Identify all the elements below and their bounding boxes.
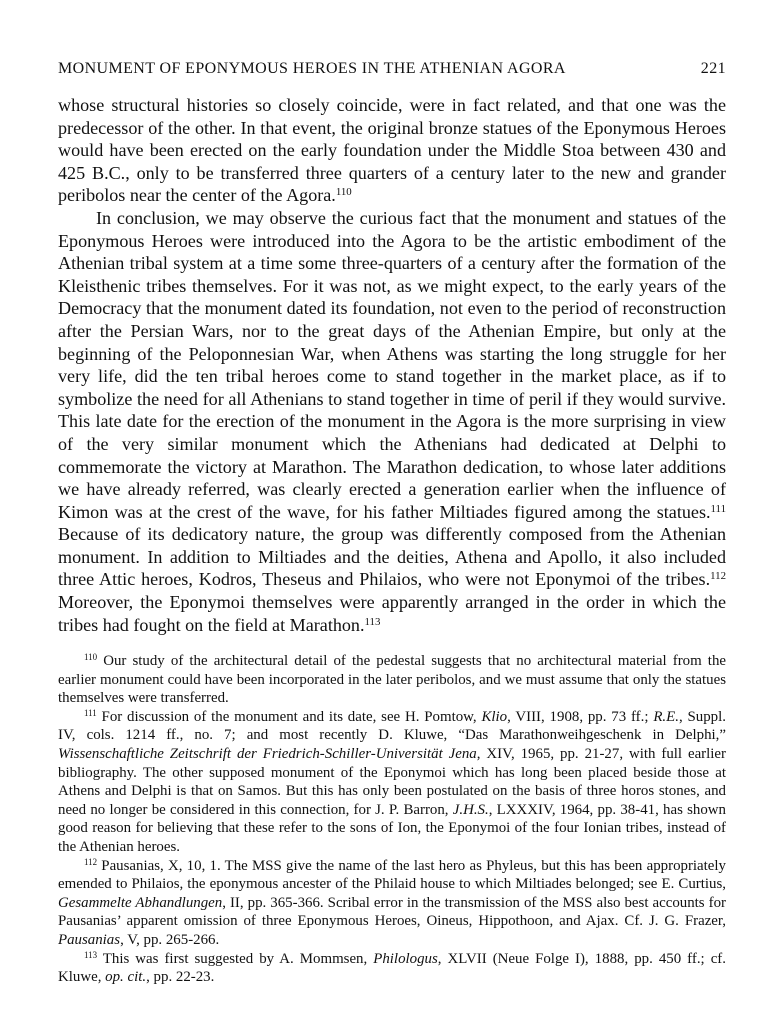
footnote-113 [58, 950, 726, 987]
footnote-text: This was first suggested by A. Mommsen, [97, 950, 374, 967]
footnote-number: 111 [84, 707, 97, 718]
paragraph-1-text: whose structural histories so closely coincide, were in fact related, and that one was the predecessor of the other. In that event, the original bronze statues of the Eponymous Heroes would have been erected on the early foundation under the Middle Stoa between 430 and 425 B.C., only to be transferred three quarters of a century later to the new and grander peribolos near the center of the Agora. [58, 95, 726, 206]
footnote-text: For discussion of the monument and its date, see H. Pomtow, [96, 708, 482, 725]
citation-title: R.E. [653, 708, 679, 725]
footnote-text: Pausanias, X, 10, 1. The MSS give the name of the last hero as Phyleus, but this has been appropriately emended to Philaios, the eponymous ancester of the Philaid house to which Miltiades belonged; see E. Curtius, [58, 857, 726, 893]
paragraph-2 [58, 207, 726, 636]
citation-title: Wissenschaftliche Zeitschrift der Friedrich-Schiller-Universität Jena [58, 745, 477, 762]
page-number: 221 [700, 60, 726, 77]
citation-title: Philologus [373, 950, 438, 967]
footnote-112 [58, 857, 726, 950]
footnote-number: 112 [84, 856, 98, 867]
citation-title: Gesammelte Abhandlungen [58, 894, 223, 911]
footnote-text: , VIII, 1908, pp. 73 ff.; [507, 708, 654, 725]
footnote-text: , V, pp. 265-266. [120, 931, 220, 948]
paragraph-2-text-c: Moreover, the Eponymoi themselves were apparently arranged in the order in which the tribes had fought on the field at Marathon. [58, 592, 726, 635]
footnote-ref-111[interactable]: 111 [710, 502, 726, 515]
citation-title: Pausanias [58, 931, 121, 948]
footnote-text: , XIV, 1965, pp. 21-27, with full earlier bibliography. The other supposed monument of the Eponymoi which has long been placed beside those at Athens and Delphi is that on Samos. But this has only been postulated on the basis of three horos stones, and need no longer be considered in this connection, for J. P. Barron, [58, 745, 726, 818]
footnote-text: , XLVII (Neue Folge I), 1888, pp. 450 ff.; cf. Kluwe, [58, 950, 726, 986]
footnote-110 [58, 652, 726, 708]
footnote-text: , II, pp. 365-366. Scribal error in the transmission of the MSS also best accounts for Pausanias’ apparent omission of three Eponymous Heroes, Oineus, Hippothoon, and Ajax. Cf. J. G. Frazer, [58, 894, 726, 930]
footnote-text: , LXXXIV, 1964, pp. 38-41, has shown good reason for believing that these refer to the sons of Ion, the Eponymoi of the four Ionian tribes, instead of the Athenian heroes. [58, 801, 726, 855]
main-text [58, 94, 726, 636]
paragraph-2-text-b: Because of its dedicatory nature, the group was differently composed from the Athenian monument. In addition to Miltiades and the deities, Athena and Apollo, it also included three Attic heroes, Kodros, Theseus and Philaios, who were not Eponymoi of the tribes. [58, 524, 726, 590]
footnote-ref-112[interactable]: 112 [710, 570, 726, 583]
paragraph-1 [58, 94, 726, 207]
paragraph-2-text-a: In conclusion, we may observe the curious fact that the monument and statues of the Eponymous Heroes were introduced into the Agora to be the artistic embodiment of the Athenian tribal system at a time some three-quarters of a century after the formation of the Kleisthenic tribes themselves. For it was not, as we might expect, to the early years of the Democracy that the monument dated its foundation, not even to the period of reconstruction after the Persian Wars, nor to the great days of the Athenian Empire, but only at the beginning of the Peloponnesian War, when Athens was starting the long struggle for her very life, did the ten tribal heroes come to stand together in the market place, as if to symbolize the need for all Athenians to stand together in time of peril if they would survive. This late date for the erection of the monument in the Agora is the more surprising in view of the very similar monument which the Athenians had dedicated at Delphi to commemorate the victory at Marathon. The Marathon dedication, to whose later additions we have already referred, was clearly erected a generation earlier when the influence of Kimon was at the crest of the wave, for his father Miltiades figured among the statues. [58, 207, 726, 522]
footnote-ref-113[interactable]: 113 [364, 615, 381, 628]
footnote-text: , Suppl. IV, cols. 1214 ff., no. 7; and most recently D. Kluwe, “Das Marathonweihgeschenk in Delphi,” [58, 708, 726, 744]
citation-title: Klio [481, 708, 508, 725]
footnote-text: , pp. 22-23. [146, 969, 215, 986]
footnote-111 [58, 708, 726, 857]
footnotes [58, 652, 726, 987]
footnote-number: 113 [84, 949, 98, 960]
running-head [58, 60, 726, 78]
citation-title: op. cit. [105, 969, 147, 986]
footnote-ref-110[interactable]: 110 [335, 186, 352, 199]
running-title: MONUMENT OF EPONYMOUS HEROES IN THE ATHENIAN AGORA [58, 60, 566, 77]
footnote-number: 110 [84, 652, 98, 663]
footnote-text: Our study of the architectural detail of the pedestal suggests that no architectural material from the earlier monument could have been incorporated in the later peribolos, and we must assume that only the statues themselves were transferred. [58, 653, 726, 707]
citation-title: J.H.S. [452, 801, 489, 818]
